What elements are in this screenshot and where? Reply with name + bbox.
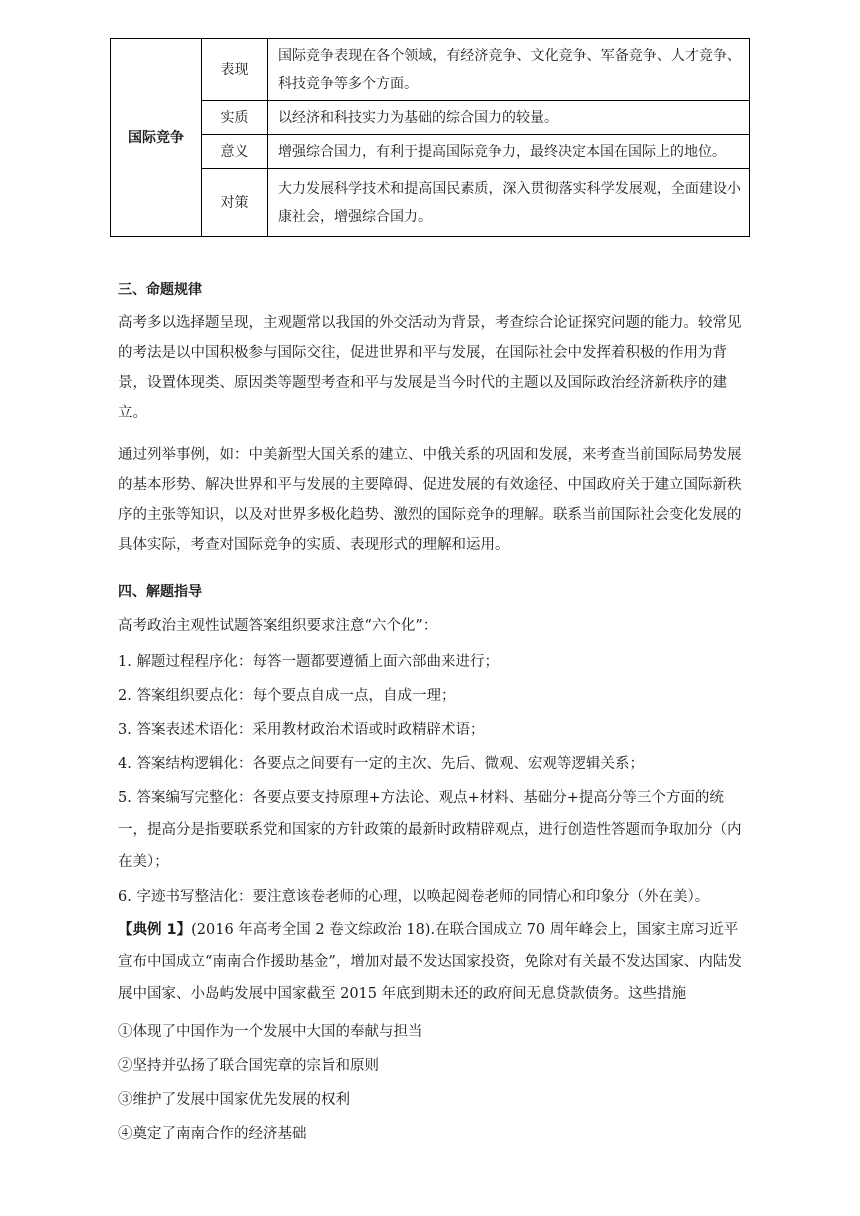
- list-item: 5. 答案编写完整化：各要点要支持原理+方法论、观点+材料、基础分+提高分等三个方面的统一，提高分是指要联系党和国家的方针政策的最新时政精辟观点，进行创造性答题而争取加分（内在美）；: [118, 790, 742, 870]
- intro-text: 高考政治主观性试题答案组织要求注意“六个化”：: [118, 618, 438, 634]
- option-item: ②坚持并弘扬了联合国宪章的宗旨和原则: [118, 1058, 379, 1074]
- section-heading: 四、解题指导: [118, 584, 202, 600]
- paragraph: 高考多以选择题呈现，主观题常以我国的外交活动为背景，考查综合论证探究问题的能力。较常见的考法是以中国积极参与国际交往，促进世界和平与发展，在国际社会中发挥着积极的作用为背景，设置体现类、原因类等题型考查和平与发展是当今时代的主题以及国际政治经济新秩序的建立。: [118, 315, 742, 421]
- aspect-cell: 实质: [202, 101, 268, 135]
- list-item: 2. 答案组织要点化：每个要点自成一点，自成一理；: [118, 688, 456, 704]
- table-row: [111, 39, 750, 101]
- table-row: [111, 101, 750, 135]
- content-cell: 增强综合国力，有利于提高国际竞争力，最终决定本国在国际上的地位。: [268, 135, 750, 169]
- example-text: (2016 年高考全国 2 卷文综政治 18).在联合国成立 70 周年峰会上，国家主席习近平宣布中国成立“南南合作援助基金”，增加对最不发达国家投资，免除对有关最不发达国家、内陆发展中国家、小岛屿发展中国家截至 2015 年底到期未还的政府间无息贷款债务。这些措施: [118, 922, 742, 1002]
- section-heading: 三、命题规律: [118, 282, 202, 298]
- table-row: [111, 135, 750, 169]
- table-row: [111, 169, 750, 237]
- option-item: ④奠定了南南合作的经济基础: [118, 1126, 307, 1142]
- aspect-cell: 表现: [202, 39, 268, 101]
- list-item: 4. 答案结构逻辑化：各要点之间要有一定的主次、先后、微观、宏观等逻辑关系；: [118, 756, 644, 772]
- option-item: ③维护了发展中国家优先发展的权利: [118, 1092, 350, 1108]
- example-label: 【典例 1】: [118, 922, 192, 938]
- example-paragraph: [118, 914, 743, 1010]
- international-competition-table: [110, 38, 750, 237]
- list-item: 1. 解题过程程序化：每答一题都要遵循上面六部曲来进行；: [118, 654, 499, 670]
- option-item: ①体现了中国作为一个发展中大国的奉献与担当: [118, 1024, 423, 1040]
- paragraph: 通过列举事例，如：中美新型大国关系的建立、中俄关系的巩固和发展，来考查当前国际局势发展的基本形势、解决世界和平与发展的主要障碍、促进发展的有效途径、中国政府关于建立国际新秩序的主张等知识，以及对世界多极化趋势、激烈的国际竞争的理解。联系当前国际社会变化发展的具体实际，考查对国际竞争的实质、表现形式的理解和运用。: [118, 447, 742, 553]
- aspect-cell: 对策: [202, 169, 268, 237]
- list-item: 6. 字迹书写整洁化：要注意该卷老师的心理，以唤起阅卷老师的同情心和印象分（外在美）。: [118, 889, 710, 905]
- list-item: 3. 答案表述术语化：采用教材政治术语或时政精辟术语；: [118, 722, 485, 738]
- topic-cell: 国际竞争: [111, 39, 202, 237]
- content-cell: 大力发展科学技术和提高国民素质，深入贯彻落实科学发展观，全面建设小康社会，增强综合国力。: [268, 169, 750, 237]
- content-cell: 以经济和科技实力为基础的综合国力的较量。: [268, 101, 750, 135]
- aspect-cell: 意义: [202, 135, 268, 169]
- content-cell: 国际竞争表现在各个领域，有经济竞争、文化竞争、军备竞争、人才竞争、科技竞争等多个方面。: [268, 39, 750, 101]
